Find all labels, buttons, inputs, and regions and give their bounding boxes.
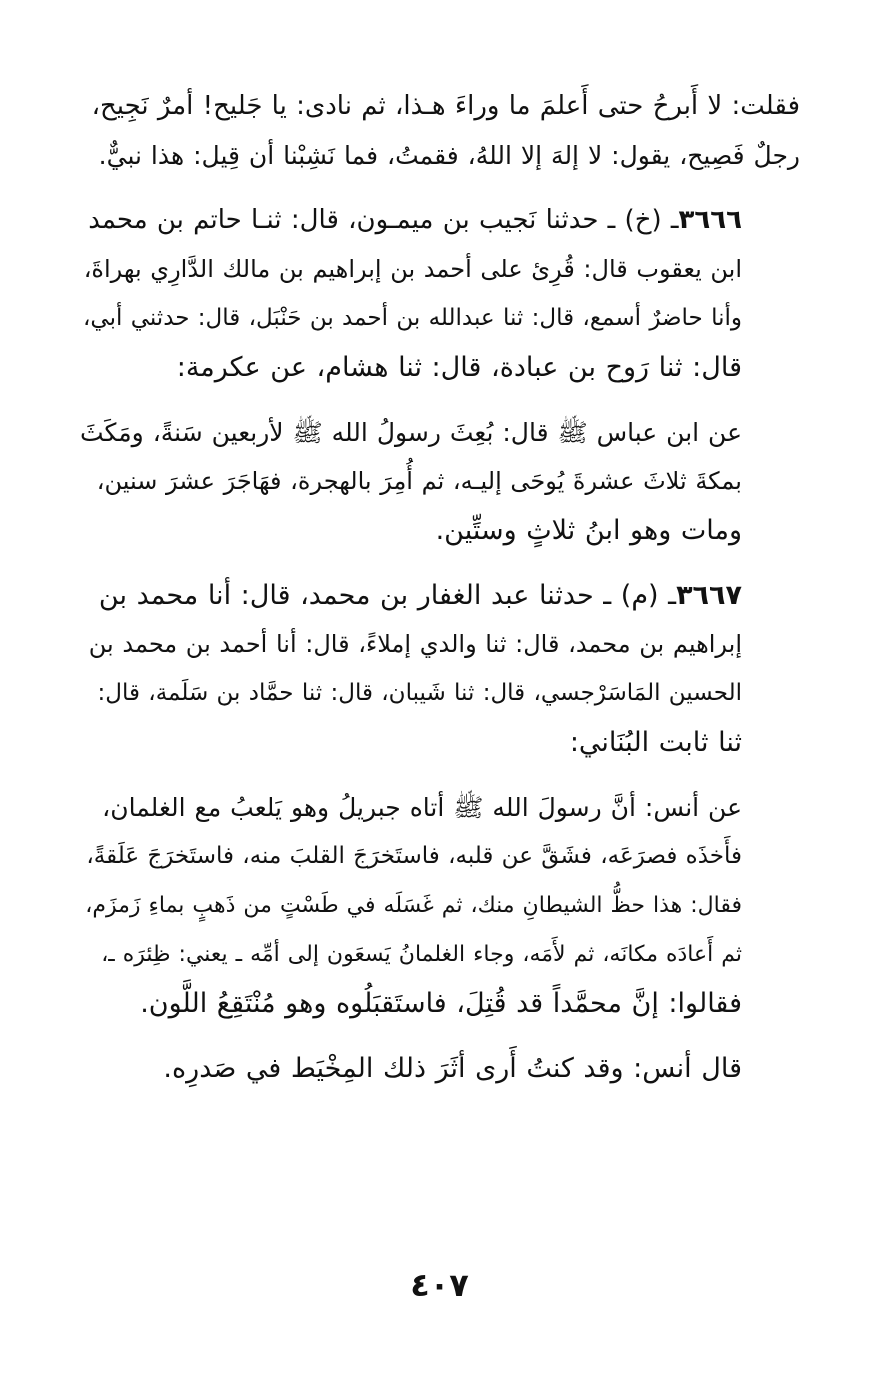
text-line-rest: ـ (خ) ـ حدثنا نَجيب بن ميمـون، قال: ثنـا حاتم بن محمد [88, 205, 679, 235]
hadith-number: ٣٦٦٦ [678, 205, 742, 235]
hadith-number: ٣٦٦٧ [676, 580, 742, 611]
text-line [80, 196, 800, 245]
text-line: عن ابن عباس ﷺ قال: بُعِثَ رسولُ الله ﷺ لأربعين سَنةً، ومَكَثَ [80, 418, 742, 447]
text-line: عن أنس: أنَّ رسولَ الله ﷺ أتاه جبريلُ وهو يَلعبُ مع الغلمان، [102, 793, 742, 822]
hadith-3667-matn [80, 783, 800, 1028]
text-line: قال: ثنا رَوح بن عبادة، قال: ثنا هشام، عن عكرمة: [176, 352, 742, 383]
closing-remark [80, 1044, 800, 1093]
text-line: ثم أَعادَه مكانَه، ثم لأَمَه، وجاء الغلمانُ يَسعَون إلى أمِّه ـ يعني: ظِئرَه ـ، [101, 942, 742, 967]
hadith-3666-matn [80, 408, 800, 555]
text-line: وأنا حاضرٌ أسمع، قال: ثنا عبدالله بن أحمد بن حَنْبَل، قال: حدثني أبي، [83, 305, 742, 331]
main-text [80, 82, 800, 1093]
text-line: فقال: هذا حظُّ الشيطانِ منك، ثم غَسَلَه في طَسْتٍ من ذَهبٍ بماءِ زَمزَم، [85, 893, 742, 918]
text-line: ثنا ثابت البُنَاني: [569, 727, 742, 758]
text-line: بمكةَ ثلاثَ عشرةَ يُوحَى إليـه، ثم أُمِرَ بالهجرة، فهَاجَرَ عشرَ سنين، [96, 467, 742, 495]
text-line-rest: ـ (م) ـ حدثنا عبد الغفار بن محمد، قال: أنا محمد بن [98, 580, 677, 611]
text-line: إبراهيم بن محمد، قال: ثنا والدي إملاءً، قال: أنا أحمد بن محمد بن [88, 630, 742, 658]
text-line [80, 571, 800, 620]
hadith-3666-isnad [80, 196, 800, 392]
paragraph-narration-end [80, 82, 800, 180]
text-line: الحسين المَاسَرْجسي، قال: ثنا شَيبان، قال: ثنا حمَّاد بن سَلَمة، قال: [97, 680, 742, 706]
text-line: قال أنس: وقد كنتُ أَرى أثَرَ ذلك المِخْيَط في صَدرِه. [163, 1053, 742, 1084]
text-line: فقالوا: إنَّ محمَّداً قد قُتِلَ، فاستَقبَلُوه وهو مُنْتَقِعُ اللَّون. [140, 988, 742, 1019]
text-line: ابن يعقوب قال: قُرِئ على أحمد بن إبراهيم بن مالك الدَّارِي بهراةَ، [83, 255, 742, 283]
text-line: ومات وهو ابنُ ثلاثٍ وستِّين. [435, 515, 742, 546]
text-line: فأَخذَه فصرَعَه، فشَقَّ عن قلبه، فاستَخرَجَ القلبَ منه، فاستَخرَجَ عَلَقةً، [86, 843, 742, 869]
text-line: فقلت: لا أَبرحُ حتى أَعلمَ ما وراءَ هـذا، ثم نادى: يا جَليح! أمرٌ نَجِيح، [91, 91, 800, 121]
text-line: رجلٌ فَصِيح، يقول: لا إلهَ إلا اللهُ، فقمتُ، فما نَشِبْنا أن قِيل: هذا نبيٌّ. [98, 141, 800, 170]
hadith-3667-isnad [80, 571, 800, 767]
page-number: ٤٠٧ [410, 1266, 469, 1304]
